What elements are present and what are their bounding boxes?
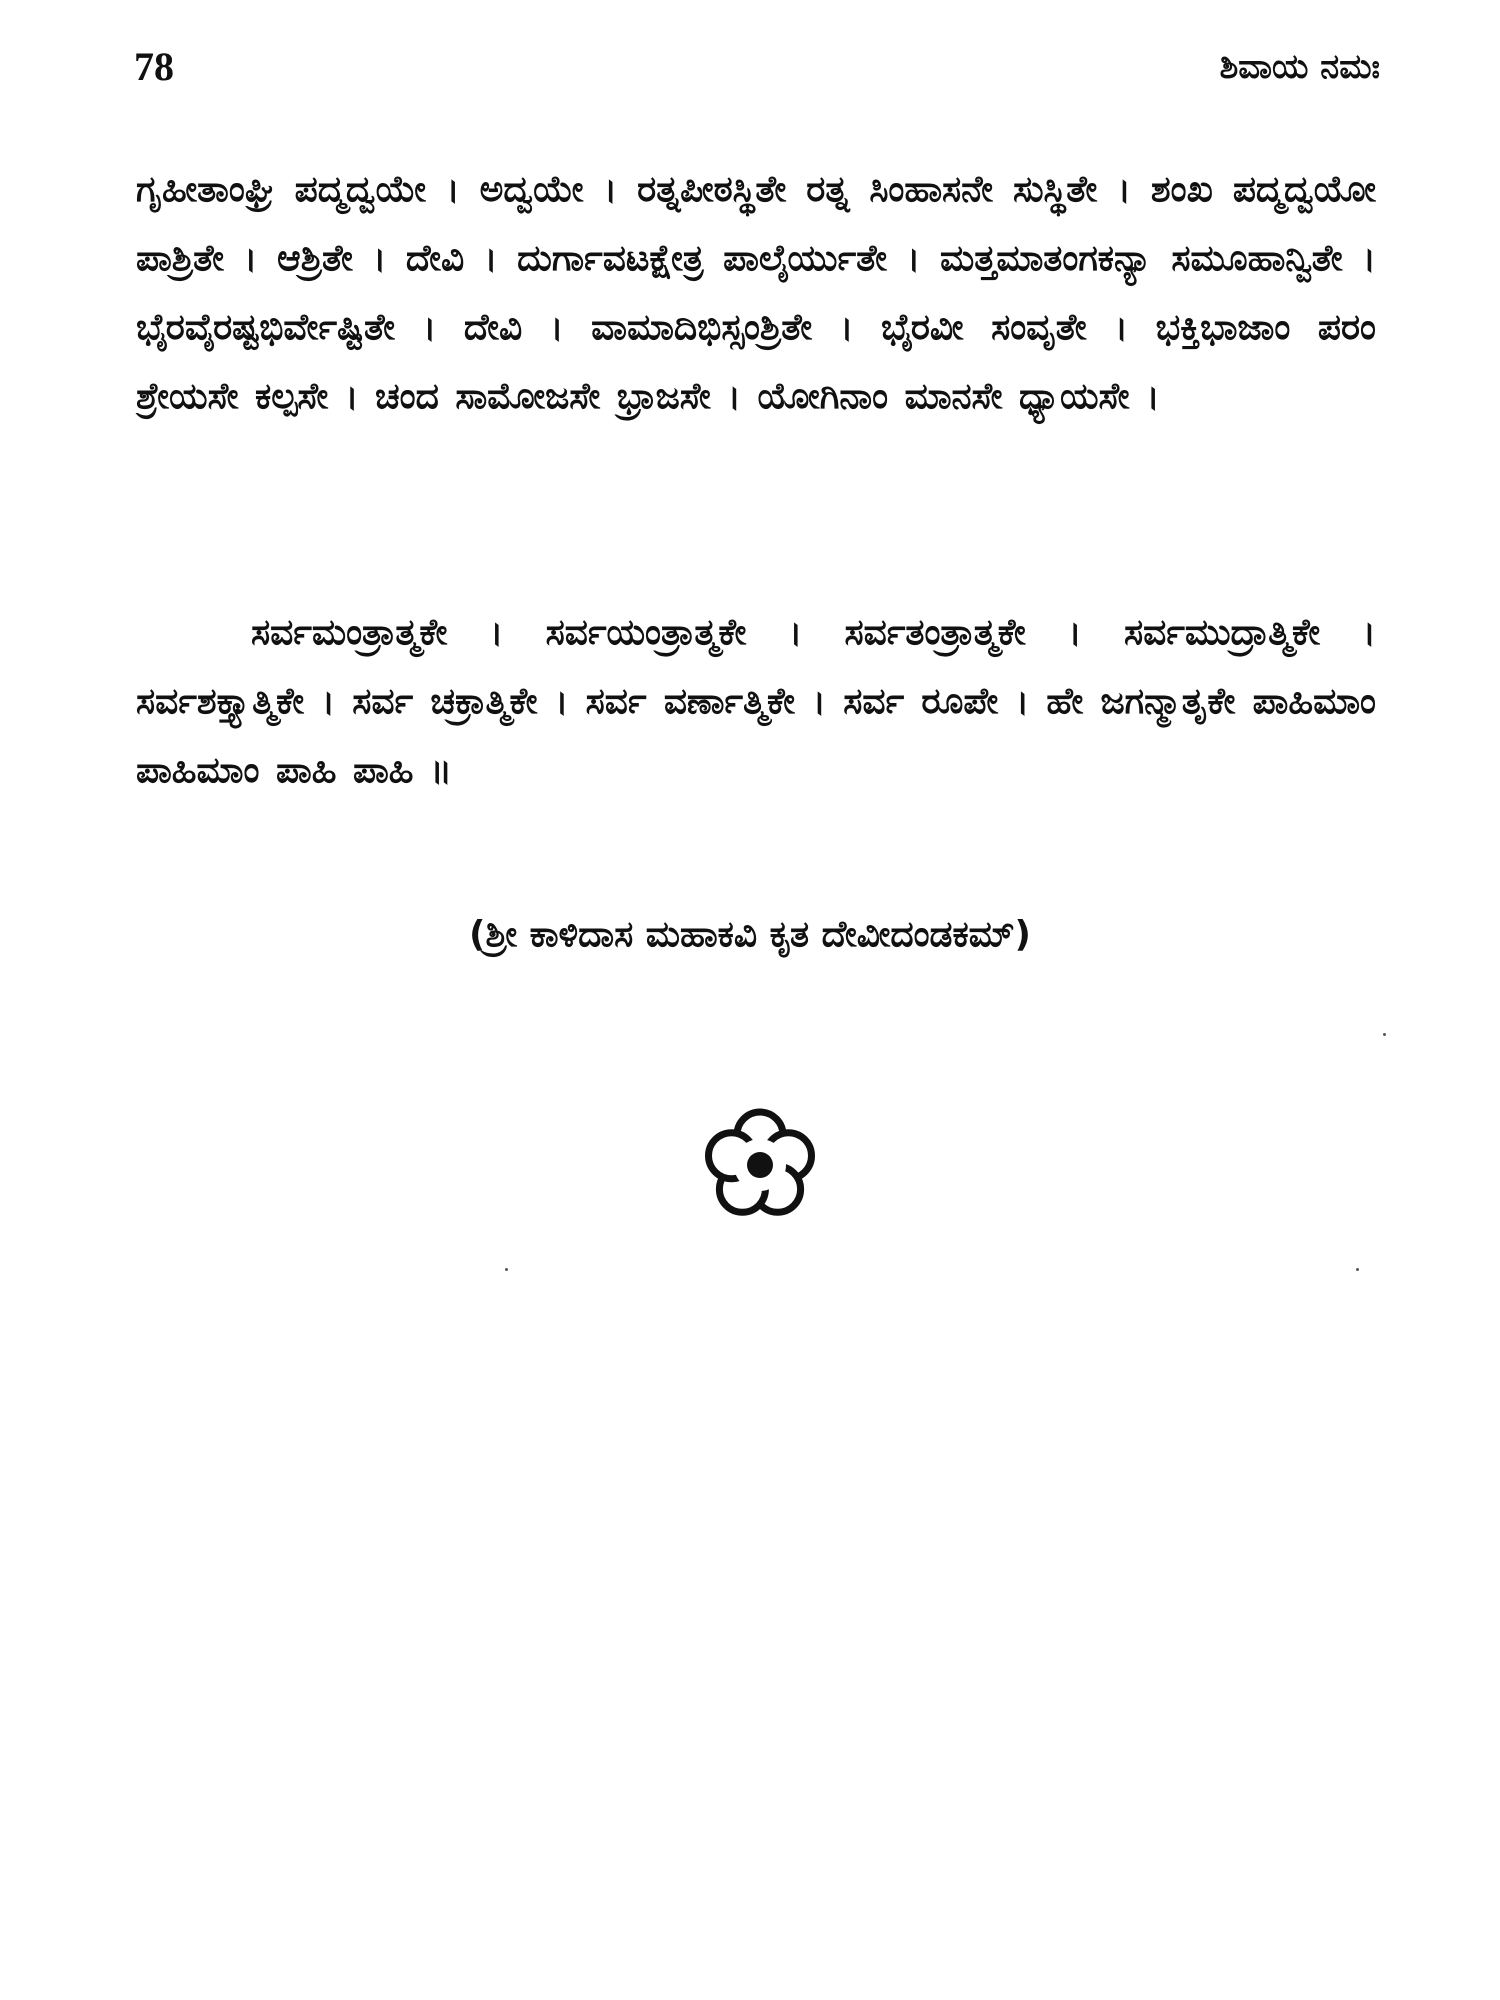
stanza-paragraph: ಗೃಹೀತಾಂಘ್ರಿ ಪದ್ಮದ್ವಯೇ । ಅದ್ವಯೇ । ರತ್ನಪೀಠಸ್ಥಿತೇ ರತ್ನ ಸಿಂಹಾಸನೇ ಸುಸ್ಥಿತೇ । ಶಂಖ ಪದ್ಮದ್ವಯೋ ಪಾಶ್ರಿತೇ । ಆಶ್ರಿತೇ । ದೇವಿ । ದುರ್ಗಾವಟಕ್ಷೇತ್ರ ಪಾಲೈರ್ಯುತೇ । ಮತ್ತಮಾತಂಗಕನ್ಯಾ ಸಮೂಹಾನ್ವಿತೇ । ಭೈರವೈರಷ್ಟಭಿರ್ವೇಷ್ಟಿತೇ । ದೇವಿ । ವಾಮಾದಿಭಿಸ್ಸಂಶ್ರಿತೇ । ಭೈರವೀ ಸಂವೃತೇ । ಭಕ್ತಿಭಾಜಾಂ ಪರಂ ಶ್ರೇಯಸೇ ಕಲ್ಪಸೇ । ಚಂದ ಸಾಮೋಜಸೇ ಭ್ರಾಜಸೇ । ಯೋಗಿನಾಂ ಮಾನಸೇ ಧ್ಯಾಯಸೇ ।	[136, 169, 1376, 417]
scan-speck	[1356, 1268, 1359, 1271]
stanza-paragraph: ಸರ್ವಮಂತ್ರಾತ್ಮಕೇ । ಸರ್ವಯಂತ್ರಾತ್ಮಕೇ । ಸರ್ವತಂತ್ರಾತ್ಮಕೇ । ಸರ್ವಮುದ್ರಾತ್ಮಿಕೇ । ಸರ್ವಶಕ್ತ್ಯಾತ್ಮಿಕೇ । ಸರ್ವ ಚಕ್ರಾತ್ಮಿಕೇ । ಸರ್ವ ವರ್ಣಾತ್ಮಿಕೇ । ಸರ್ವ ರೂಪೇ । ಹೇ ಜಗನ್ಮಾತೃಕೇ ಪಾಹಿಮಾಂ ಪಾಹಿಮಾಂ ಪಾಹಿ ಪಾಹಿ ॥	[136, 612, 1376, 791]
scan-speck	[1383, 1033, 1386, 1036]
flower-ornament-icon	[700, 1105, 820, 1225]
scan-speck	[505, 1268, 508, 1271]
running-header: ಶಿವಾಯ ನಮಃ	[1219, 47, 1380, 87]
attribution-line: (ಶ್ರೀ ಕಾಳಿದಾಸ ಮಹಾಕವಿ ಕೃತ ದೇವೀದಂಡಕಮ್)	[468, 914, 1032, 955]
flower-center	[747, 1152, 773, 1178]
page-number: 78	[134, 44, 174, 89]
